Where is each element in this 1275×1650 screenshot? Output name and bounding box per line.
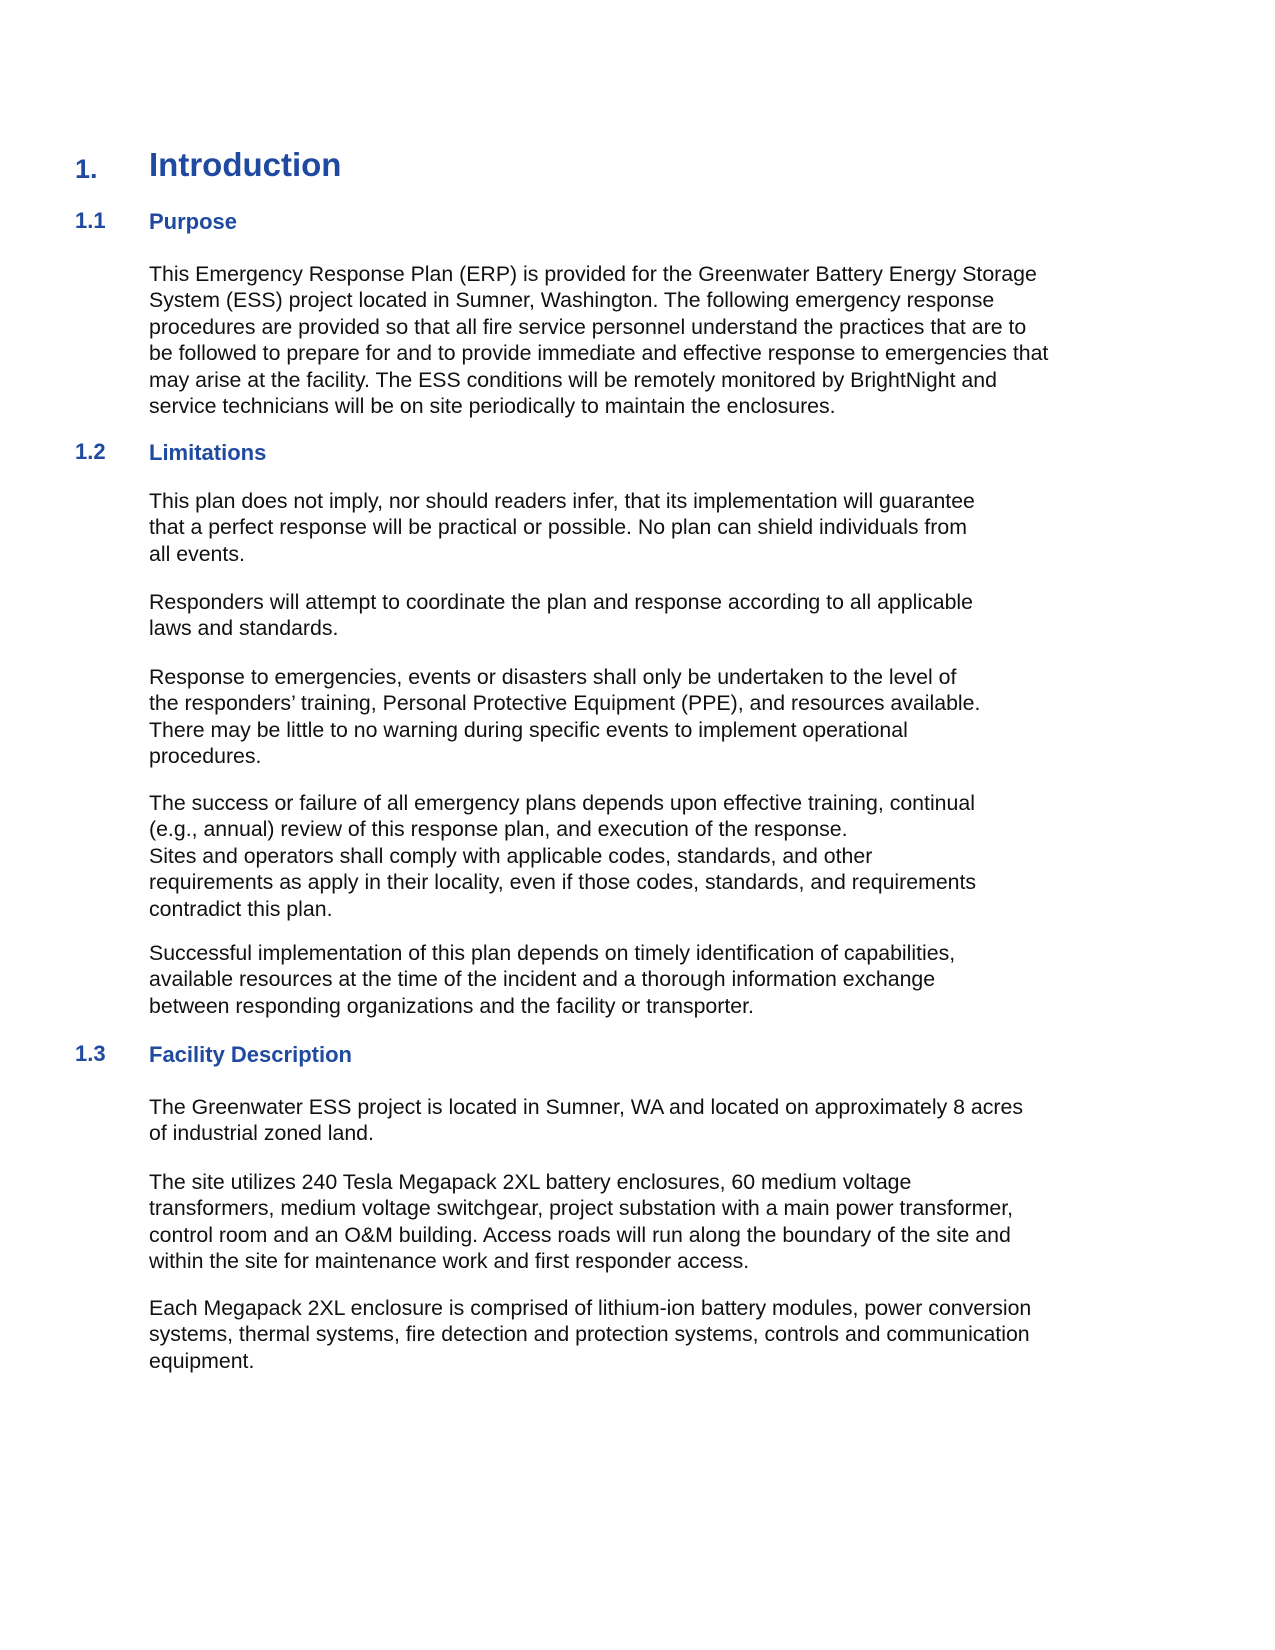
section-number: 1. <box>75 154 98 184</box>
paragraph <box>149 488 1209 567</box>
text-line: be followed to prepare for and to provide immediate and effective response to emergencies that <box>149 341 1049 366</box>
paragraph <box>149 1169 1209 1275</box>
text-line: Response to emergencies, events or disasters shall only be undertaken to the level of <box>149 665 957 689</box>
text-line: requirements as apply in their locality, even if those codes, standards, and requirements <box>149 870 977 895</box>
text-line: service technicians will be on site periodically to maintain the enclosures. <box>149 394 836 419</box>
text-line: The Greenwater ESS project is located in Sumner, WA and located on approximately 8 acres <box>149 1095 1024 1119</box>
text-line: may arise at the facility. The ESS conditions will be remotely monitored by BrightNight and <box>149 367 997 392</box>
subsection-number: 1.2 <box>75 439 106 464</box>
text-line: available resources at the time of the incident and a thorough information exchange <box>149 967 936 992</box>
text-line: procedures. <box>149 744 262 769</box>
text-line: There may be little to no warning during specific events to implement operational <box>149 717 908 742</box>
subsection-title: Limitations <box>149 440 267 465</box>
text-line: control room and an O&M building. Access roads will run along the boundary of the site and <box>149 1222 1011 1247</box>
text-line: equipment. <box>149 1348 255 1373</box>
paragraph <box>149 589 1209 642</box>
text-line: contradict this plan. <box>149 896 333 921</box>
text-line: (e.g., annual) review of this response plan, and execution of the response. <box>149 817 848 842</box>
text-line: all events. <box>149 541 245 566</box>
paragraph <box>149 940 1209 1019</box>
text-line: the responders’ training, Personal Protective Equipment (PPE), and resources available. <box>149 691 981 716</box>
paragraph <box>149 664 1209 770</box>
subsection-number: 1.1 <box>75 208 106 233</box>
text-line: between responding organizations and the facility or transporter. <box>149 993 754 1018</box>
text-line: procedures are provided so that all fire service personnel understand the practices that are to <box>149 314 1027 339</box>
text-line: within the site for maintenance work and first responder access. <box>149 1249 750 1274</box>
text-line: laws and standards. <box>149 616 339 641</box>
text-line: Sites and operators shall comply with applicable codes, standards, and other <box>149 843 873 868</box>
paragraph <box>149 1295 1209 1374</box>
text-line: that a perfect response will be practical or possible. No plan can shield individuals from <box>149 515 967 540</box>
text-line: transformers, medium voltage switchgear, project substation with a main power transformer, <box>149 1196 1014 1221</box>
text-line: System (ESS) project located in Sumner, Washington. The following emergency response <box>149 288 995 313</box>
text-line: of industrial zoned land. <box>149 1121 374 1146</box>
paragraph <box>149 261 1209 419</box>
text-line: systems, thermal systems, fire detection and protection systems, controls and communication <box>149 1322 1030 1347</box>
subsection-number: 1.3 <box>75 1041 106 1066</box>
text-line: Each Megapack 2XL enclosure is comprised of lithium-ion battery modules, power conversion <box>149 1296 1032 1320</box>
subsection-title: Purpose <box>149 209 238 234</box>
paragraph <box>149 790 1209 922</box>
subsection-title: Facility Description <box>149 1042 352 1067</box>
text-line: Responders will attempt to coordinate the plan and response according to all applicable <box>149 590 973 614</box>
text-line: The success or failure of all emergency plans depends upon effective training, continual <box>149 791 975 815</box>
text-line: This Emergency Response Plan (ERP) is provided for the Greenwater Battery Energy Storage <box>149 262 1037 286</box>
paragraph <box>149 1094 1209 1147</box>
section-title: Introduction <box>149 146 342 183</box>
text-line: The site utilizes 240 Tesla Megapack 2XL battery enclosures, 60 medium voltage <box>149 1170 912 1194</box>
text-line: Successful implementation of this plan depends on timely identification of capabilities, <box>149 941 956 965</box>
text-line: This plan does not imply, nor should readers infer, that its implementation will guarantee <box>149 489 975 513</box>
